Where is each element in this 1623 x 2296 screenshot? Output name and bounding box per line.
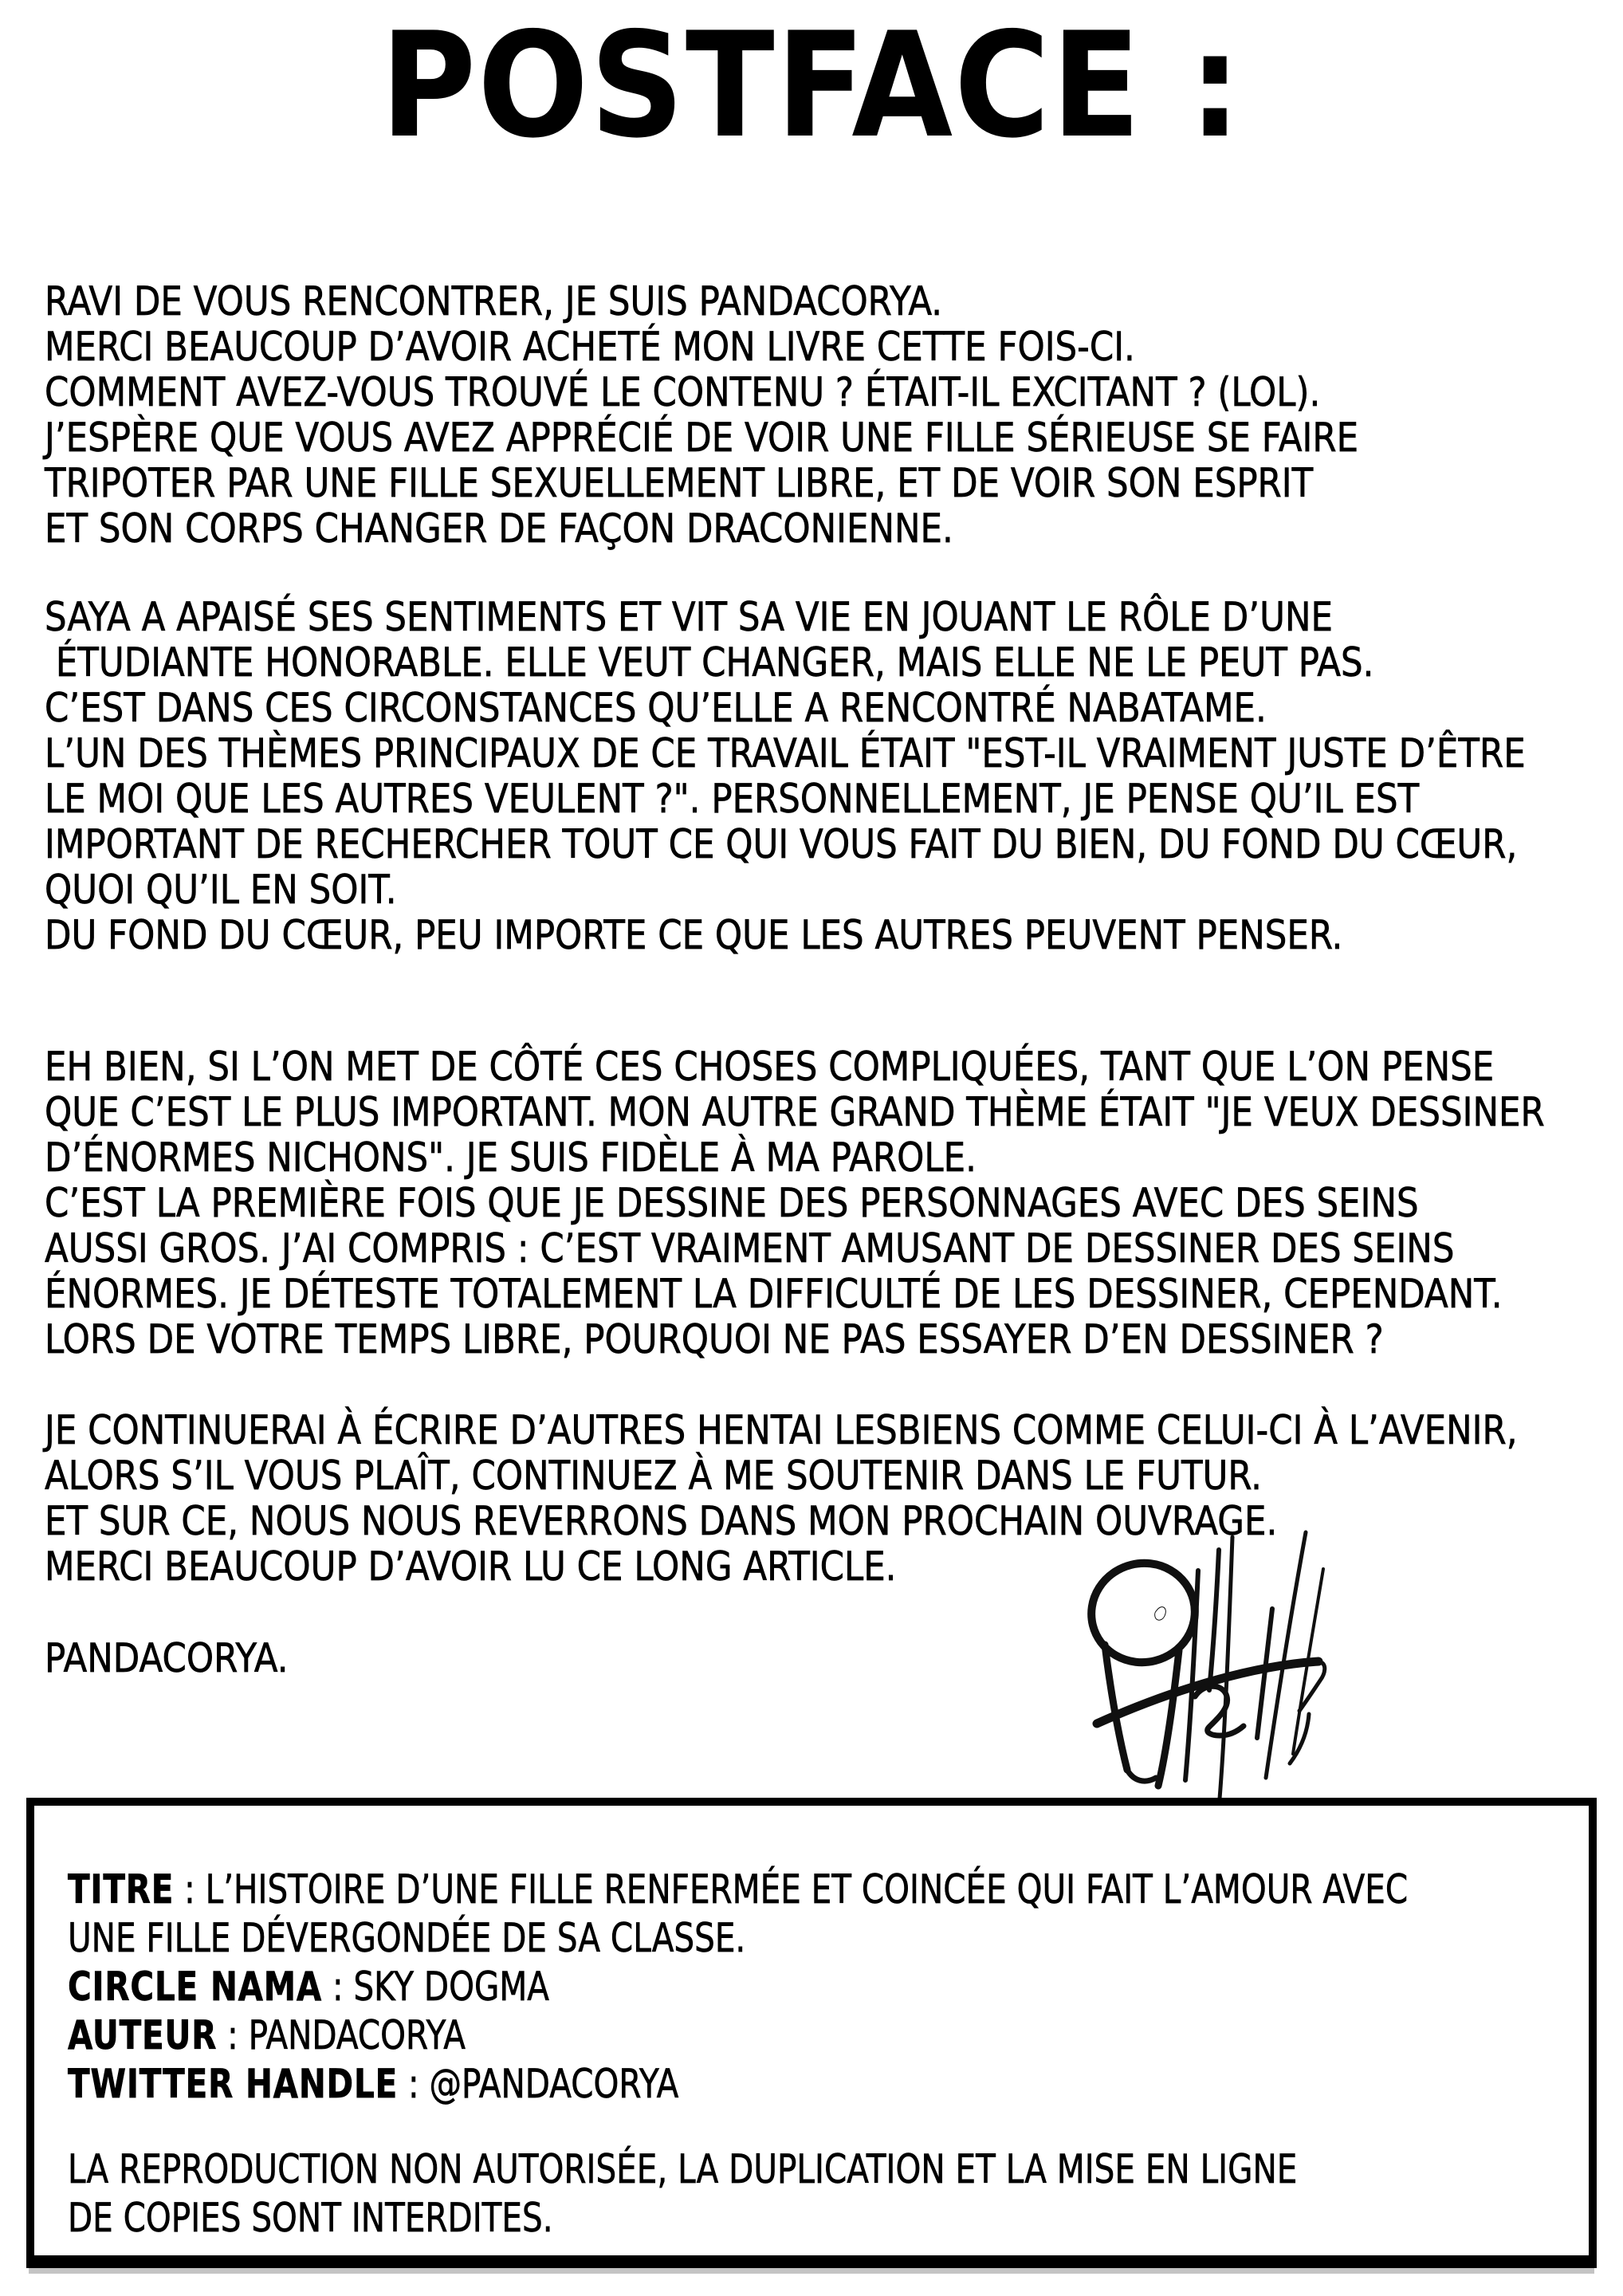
text-line: MERCI BEAUCOUP D’AVOIR ACHETÉ MON LIVRE CETTE FOIS-CI. — [45, 324, 1135, 370]
colophon-label: TWITTER HANDLE — [68, 2061, 399, 2107]
colophon-text: LA REPRODUCTION NON AUTORISÉE, LA DUPLICATION ET LA MISE EN LIGNE — [68, 2146, 1298, 2192]
text-line: TRIPOTER PAR UNE FILLE SEXUELLEMENT LIBRE, ET DE VOIR SON ESPRIT — [45, 460, 1314, 506]
text-line: ALORS S’IL VOUS PLAÎT, CONTINUEZ À ME SOUTENIR DANS LE FUTUR. — [45, 1453, 1262, 1499]
text-line: IMPORTANT DE RECHERCHER TOUT CE QUI VOUS FAIT DU BIEN, DU FOND DU CŒUR, — [45, 821, 1518, 867]
colophon-label: TITRE — [68, 1866, 175, 1913]
text-line: QUOI QU’IL EN SOIT. — [45, 867, 397, 913]
colophon-text: : PANDACORYA — [217, 2012, 466, 2058]
paragraph-closing — [45, 1408, 1623, 1590]
text-line: ÉTUDIANTE HONORABLE. ELLE VEUT CHANGER, MAIS ELLE NE LE PEUT PAS. — [45, 639, 1374, 686]
colophon-label: AUTEUR — [68, 2012, 218, 2058]
text-line: ET SON CORPS CHANGER DE FAÇON DRACONIENNE. — [45, 505, 953, 552]
page-title: POSTFACE : — [380, 1, 1243, 170]
text-line: C’EST LA PREMIÈRE FOIS QUE JE DESSINE DES PERSONNAGES AVEC DES SEINS — [45, 1180, 1419, 1226]
author-signoff: PANDACORYA. — [45, 1635, 289, 1681]
colophon-author-line — [68, 2011, 1287, 2060]
paragraph-story-theme — [45, 595, 1623, 958]
colophon-title-line-2 — [68, 1914, 1287, 1963]
text-line: QUE C’EST LE PLUS IMPORTANT. MON AUTRE GRAND THÈME ÉTAIT "JE VEUX DESSINER — [45, 1089, 1545, 1135]
colophon-text: DE COPIES SONT INTERDITES. — [68, 2195, 553, 2241]
colophon-title-line — [68, 1866, 1409, 1914]
text-line: J’ESPÈRE QUE VOUS AVEZ APPRÉCIÉ DE VOIR UNE FILLE SÉRIEUSE SE FAIRE — [45, 415, 1359, 461]
text-line: LORS DE VOTRE TEMPS LIBRE, POURQUOI NE PAS ESSAYER D’EN DESSINER ? — [45, 1316, 1384, 1362]
text-line: EH BIEN, SI L’ON MET DE CÔTÉ CES CHOSES COMPLIQUÉES, TANT QUE L’ON PENSE — [45, 1044, 1495, 1090]
text-line: L’UN DES THÈMES PRINCIPAUX DE CE TRAVAIL ÉTAIT "EST-IL VRAIMENT JUSTE D’ÊTRE — [45, 730, 1526, 776]
colophon-circle-line — [68, 1963, 1287, 2011]
text-line: SAYA A APAISÉ SES SENTIMENTS ET VIT SA VIE EN JOUANT LE RÔLE D’UNE — [45, 594, 1334, 640]
text-line: JE CONTINUERAI À ÉCRIRE D’AUTRES HENTAI LESBIENS COMME CELUI-CI À L’AVENIR, — [45, 1407, 1518, 1453]
colophon-box — [26, 1798, 1597, 2268]
text-line: C’EST DANS CES CIRCONSTANCES QU’ELLE A RENCONTRÉ NABATAME. — [45, 685, 1267, 731]
colophon-twitter-line — [68, 2060, 1287, 2109]
paragraph-intro — [45, 279, 1623, 552]
text-line: LE MOI QUE LES AUTRES VEULENT ?". PERSONNELLEMENT, JE PENSE QU’IL EST — [45, 776, 1420, 822]
colophon-text: : @PANDACORYA — [398, 2061, 679, 2107]
text-line: D’ÉNORMES NICHONS". JE SUIS FIDÈLE À MA PAROLE. — [45, 1134, 977, 1181]
text-line: RAVI DE VOUS RENCONTRER, JE SUIS PANDACORYA. — [45, 278, 943, 324]
text-line: DU FOND DU CŒUR, PEU IMPORTE CE QUE LES AUTRES PEUVENT PENSER. — [45, 912, 1343, 958]
colophon-text: UNE FILLE DÉVERGONDÉE DE SA CLASSE. — [68, 1915, 746, 1961]
colophon-label: CIRCLE NAMA — [68, 1964, 323, 2010]
text-line: MERCI BEAUCOUP D’AVOIR LU CE LONG ARTICLE. — [45, 1543, 897, 1590]
paragraph-drawing-theme — [45, 1044, 1623, 1362]
text-line: COMMENT AVEZ-VOUS TROUVÉ LE CONTENU ? ÉTAIT-IL EXCITANT ? (LOL). — [45, 369, 1321, 415]
text-line: ET SUR CE, NOUS NOUS REVERRONS DANS MON PROCHAIN OUVRAGE. — [45, 1498, 1278, 1544]
colophon-text: : SKY DOGMA — [322, 1964, 550, 2010]
colophon-copyright-line-2 — [68, 2194, 1287, 2243]
text-line: AUSSI GROS. J’AI COMPRIS : C’EST VRAIMENT AMUSANT DE DESSINER DES SEINS — [45, 1225, 1455, 1272]
author-signature-icon — [1065, 1513, 1358, 1824]
colophon-text: : L’HISTOIRE D’UNE FILLE RENFERMÉE ET COINCÉE QUI FAIT L’AMOUR AVEC — [174, 1866, 1409, 1913]
colophon-copyright-line — [68, 2145, 1298, 2194]
text-line: ÉNORMES. JE DÉTESTE TOTALEMENT LA DIFFICULTÉ DE LES DESSINER, CEPENDANT. — [45, 1271, 1503, 1317]
